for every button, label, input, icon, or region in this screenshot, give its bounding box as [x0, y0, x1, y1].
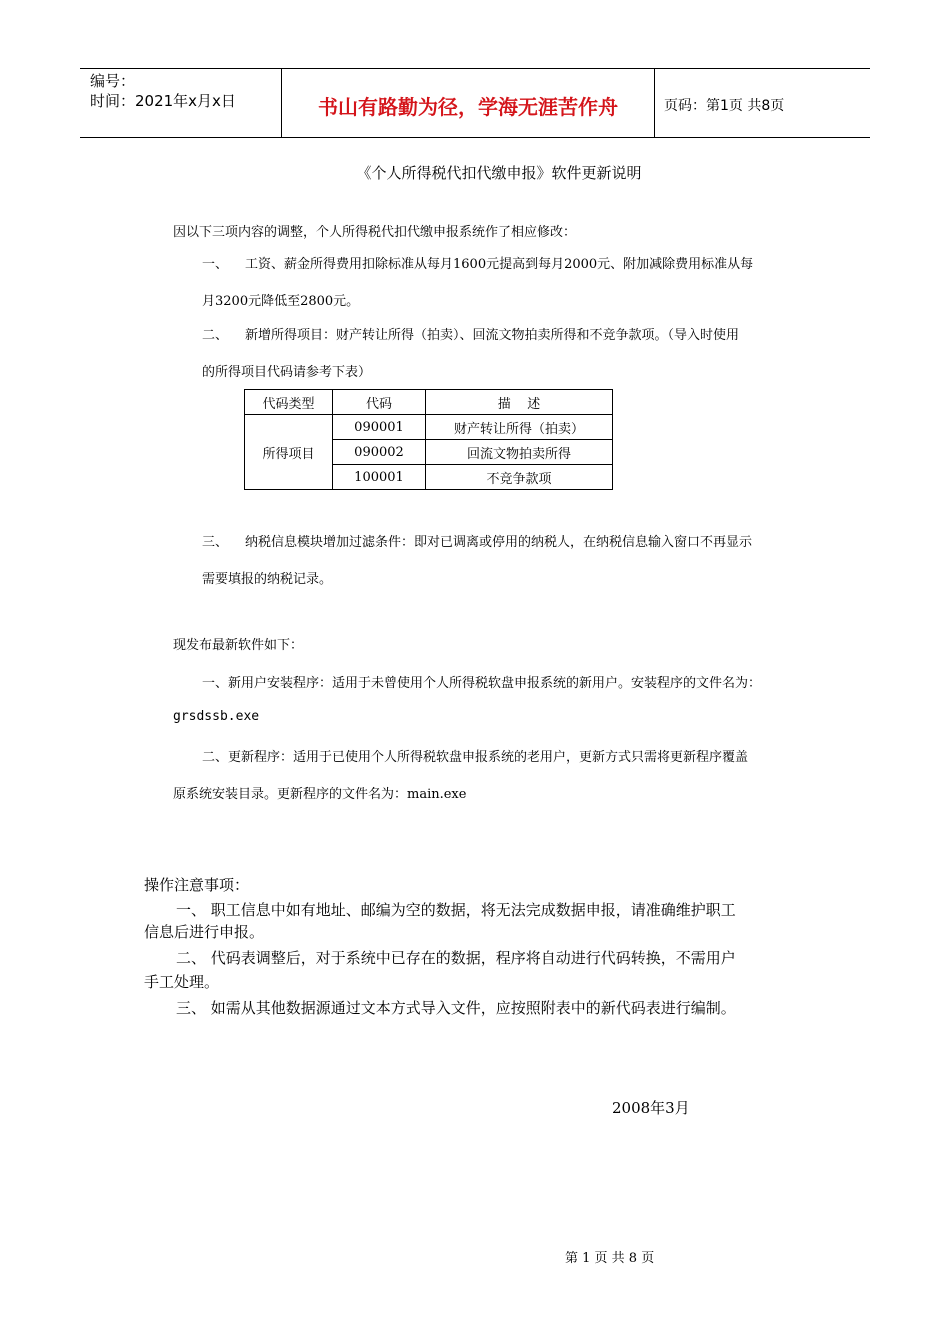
table-header-cell: 代码 [333, 390, 426, 415]
number-label: 编号： [90, 72, 136, 90]
note-1: 一、 职工信息中如有地址、邮编为空的数据，将无法完成数据申报，请准确维护职工 [176, 901, 736, 919]
table-cell-code: 100001 [333, 465, 426, 490]
item-1-text: 工资、薪金所得费用扣除标准从每月1600元提高到每月2000元、附加减除费用标准从每 [245, 257, 754, 272]
document-title: 《个人所得税代扣代缴申报》软件更新说明 [356, 164, 642, 182]
item-1-text-cont: 月3200元降低至2800元。 [202, 294, 360, 309]
notes-title: 操作注意事项： [144, 876, 250, 894]
table-header-cell: 描 述 [426, 390, 613, 415]
table-cell-code: 090002 [333, 440, 426, 465]
header-page-info: 页码：第1页 共8页 [664, 98, 785, 114]
release-update-cont: 原系统安装目录。更新程序的文件名为：main.exe [173, 787, 467, 802]
note-3: 三、 如需从其他数据源通过文本方式导入文件，应按照附表中的新代码表进行编制。 [176, 999, 736, 1017]
header-divider [654, 69, 655, 137]
intro-paragraph: 因以下三项内容的调整，个人所得税代扣代缴申报系统作了相应修改： [173, 225, 577, 240]
release-new-user: 一、新用户安装程序：适用于未曾使用个人所得税软盘申报系统的新用户。安装程序的文件名为： [202, 676, 762, 691]
page-footer: 第 1 页 共 8 页 [565, 1251, 655, 1266]
item-2-number: 二、 [202, 328, 229, 343]
header-meta [90, 71, 236, 111]
code-table [244, 389, 613, 490]
document-header [80, 68, 870, 138]
item-3-text: 纳税信息模块增加过滤条件：即对已调离或停用的纳税人，在纳税信息输入窗口不再显示 [245, 535, 753, 550]
table-cell-code: 090001 [333, 415, 426, 440]
document-date: 2008年3月 [612, 1099, 690, 1117]
table-cell-desc: 不竞争款项 [426, 465, 613, 490]
note-2-cont: 手工处理。 [144, 973, 220, 991]
table-group-cell: 所得项目 [245, 415, 333, 490]
release-new-user-filename: grsdssb.exe [173, 709, 260, 724]
time-label: 时间：2021年x月x日 [90, 92, 236, 110]
table-row [245, 415, 613, 440]
header-motto: 书山有路勤为径，学海无涯苦作舟 [318, 95, 618, 119]
table-cell-desc: 财产转让所得（拍卖） [426, 415, 613, 440]
note-1-cont: 信息后进行申报。 [144, 923, 265, 941]
item-3-text-cont: 需要填报的纳税记录。 [202, 572, 333, 587]
item-2-text: 新增所得项目：财产转让所得（拍卖）、回流文物拍卖所得和不竞争款项。（导入时使用 [245, 328, 740, 343]
item-3-number: 三、 [202, 535, 229, 550]
note-2: 二、 代码表调整后，对于系统中已存在的数据，程序将自动进行代码转换，不需用户 [176, 949, 736, 967]
item-1-number: 一、 [202, 257, 229, 272]
table-header-row [245, 390, 613, 415]
release-intro: 现发布最新软件如下： [173, 638, 304, 653]
item-2-text-cont: 的所得项目代码请参考下表） [202, 365, 372, 380]
table-cell-desc: 回流文物拍卖所得 [426, 440, 613, 465]
release-update: 二、更新程序：适用于已使用个人所得税软盘申报系统的老用户，更新方式只需将更新程序覆盖 [202, 750, 749, 765]
table-header-cell: 代码类型 [245, 390, 333, 415]
